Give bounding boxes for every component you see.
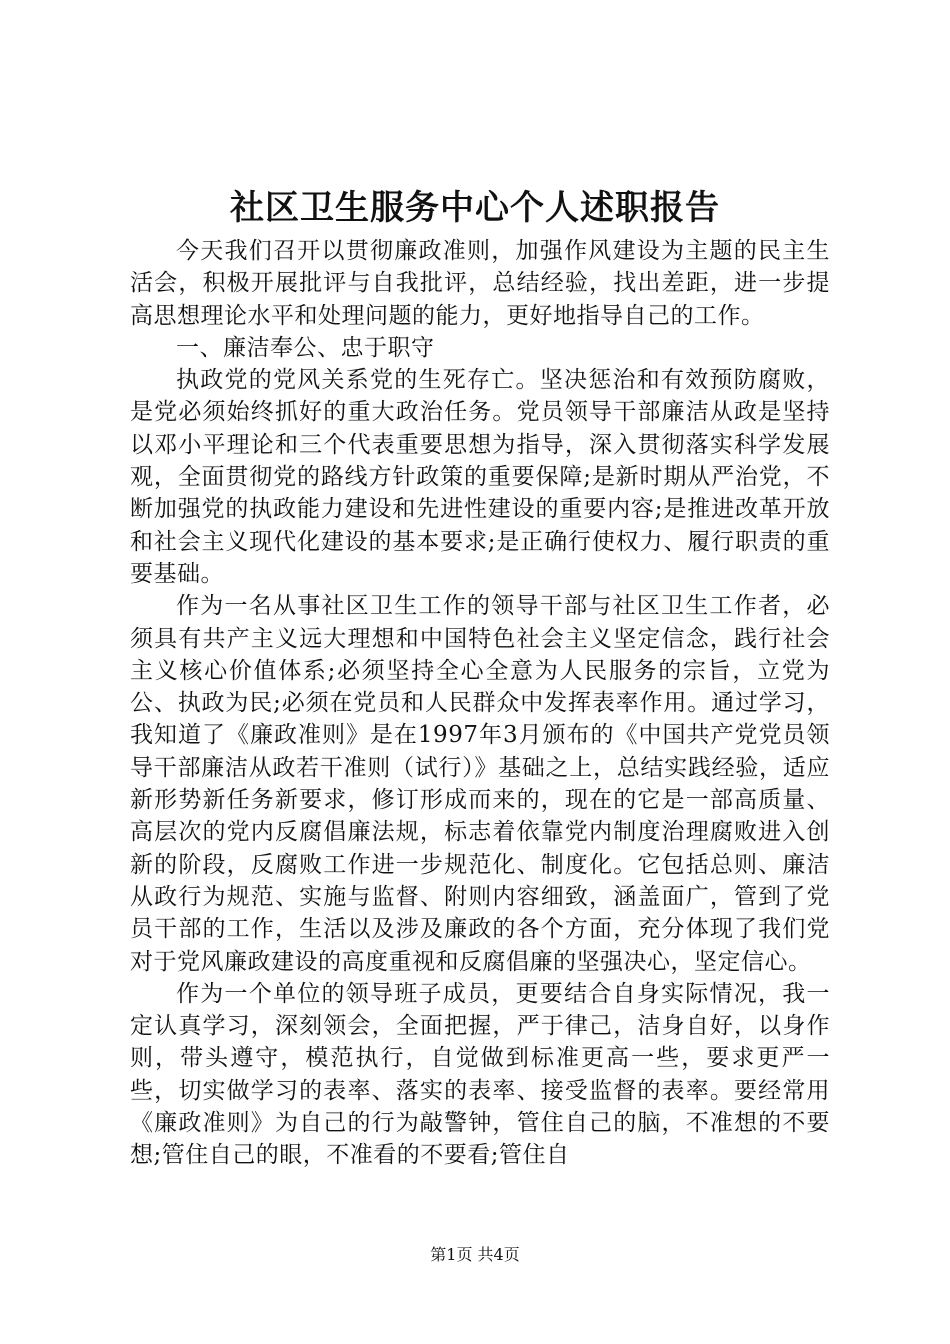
- intro-paragraph: 今天我们召开以贯彻廉政准则，加强作风建设为主题的民主生活会，积极开展批评与自我批评，总结经验，找出差距，进一步提高思想理论水平和处理问题的能力，更好地指导自己的工作。: [130, 238, 830, 329]
- body-paragraph: 作为一个单位的领导班子成员，更要结合自身实际情况，我一定认真学习，深刻领会，全面把握，严于律己，洁身自好，以身作则，带头遵守，模范执行，自觉做到标准更高一些，要求更严一些，切实做学习的表率、落实的表率、接受监督的表率。要经常用《廉政准则》为自己的行为敲警钟，管住自己的脑，不准想的不要想;管住自己的眼，不准看的不要看;管住自: [130, 980, 830, 1169]
- body-paragraph: 执政党的党风关系党的生死存亡。坚决惩治和有效预防腐败，是党必须始终抓好的重大政治任务。党员领导干部廉洁从政是坚持以邓小平理论和三个代表重要思想为指导，深入贯彻落实科学发展观，全面贯彻党的路线方针政策的重要保障;是新时期从严治党，不断加强党的执政能力建设和先进性建设的重要内容;是推进改革开放和社会主义现代化建设的基本要求;是正确行使权力、履行职责的重要基础。: [130, 367, 830, 587]
- section-heading: 一、廉洁奉公、忠于职守: [176, 334, 435, 361]
- body-paragraph: 作为一名从事社区卫生工作的领导干部与社区卫生工作者，必须具有共产主义远大理想和中国特色社会主义坚定信念，践行社会主义核心价值体系;必须坚持全心全意为人民服务的宗旨，立党为公、执政为民;必须在党员和人民群众中发挥表率作用。通过学习，我知道了《廉政准则》是在1997年3月颁布的《中国共产党党员领导干部廉洁从政若干准则（试行）》基础之上，总结实践经验，适应新形势新任务新要求，修订形成而来的，现在的它是一部高质量、高层次的党内反腐倡廉法规，标志着依靠党内制度治理腐败进入创新的阶段，反腐败工作进一步规范化、制度化。它包括总则、廉洁从政行为规范、实施与监督、附则内容细致，涵盖面广，管到了党员干部的工作，生活以及涉及廉政的各个方面，充分体现了我们党对于党风廉政建设的高度重视和反腐倡廉的坚强决心，坚定信心。: [130, 593, 830, 975]
- document-title: 社区卫生服务中心个人述职报告: [230, 188, 720, 228]
- document-body: [130, 235, 830, 1172]
- page-footer: 第1页 共4页: [430, 1245, 520, 1264]
